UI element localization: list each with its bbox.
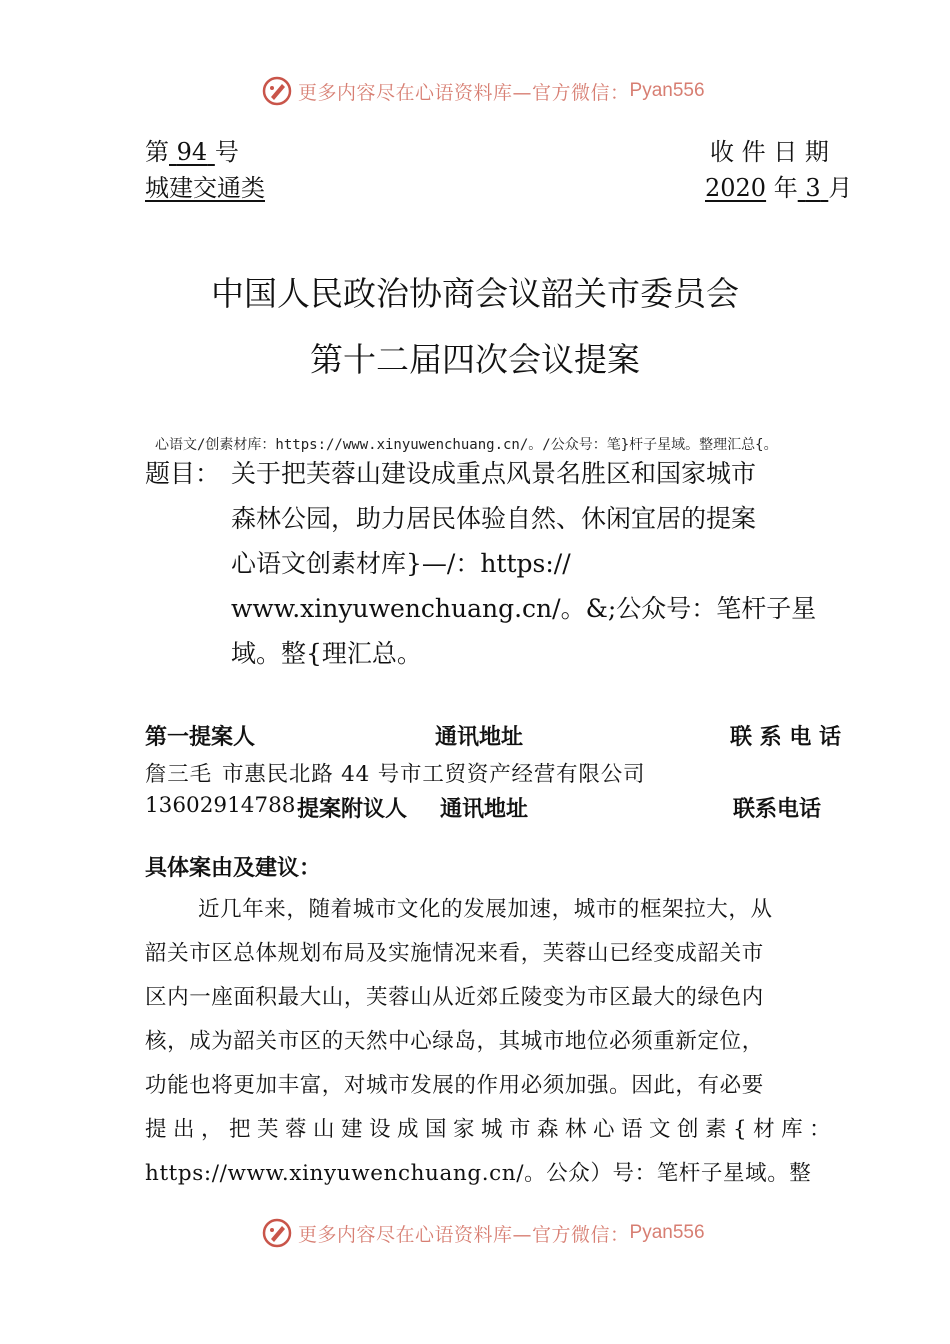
banner-wechat-id: Pyan556 — [629, 80, 705, 101]
subject-line-2: 森林公园，助力居民体验自然、休闲宜居的提案 — [231, 504, 757, 533]
subject-label: 题目： — [145, 459, 221, 488]
phone-header: 联 系 电 话 — [730, 725, 841, 750]
body-line: https://www.xinyuwenchuang.cn/。公众）号：笔杆子星域。整 — [145, 1161, 812, 1186]
proposer-phone: 13602914788 — [145, 793, 296, 818]
body-line: 提出，把芙蓉山建设成国家城市森林心语文创素{材库： — [145, 1117, 838, 1142]
cosigner-address-header: 通讯地址 — [440, 797, 529, 822]
receipt-date-label: 收 件 日 期 — [710, 138, 829, 166]
proposer-name: 詹三毛 — [145, 762, 212, 787]
cosigner-header: 提案附议人 — [297, 797, 408, 822]
category: 城建交通类 — [145, 174, 265, 202]
subject-line-1: 关于把芙蓉山建设成重点风景名胜区和国家城市 — [231, 459, 757, 488]
pen-logo-icon — [262, 1218, 292, 1248]
subject-line-3: 心语文创素材库}—/：https:// — [231, 549, 571, 578]
body-line: 核，成为韶关市区的天然中心绿岛，其城市地位必须重新定位， — [145, 1029, 764, 1054]
page-title-line1: 中国人民政治协商会议韶关市委员会 — [211, 274, 739, 313]
watermark-banner-bottom — [262, 1218, 705, 1248]
pen-logo-icon — [262, 76, 292, 106]
banner-wechat-id: Pyan556 — [629, 1222, 705, 1243]
proposal-number: 第 94 号 — [145, 138, 239, 166]
body-line: 近几年来，随着城市文化的发展加速，城市的框架拉大，从 — [198, 897, 773, 922]
body-line: 功能也将更加丰富，对城市发展的作用必须加强。因此，有必要 — [145, 1073, 764, 1098]
banner-text: 更多内容尽在心语资料库—官方微信： — [298, 81, 630, 104]
first-proposer-header: 第一提案人 — [145, 725, 256, 750]
receipt-date: 2020 年 3 月 — [705, 174, 853, 202]
source-note: 心语文/创素材库：https://www.xinyuwenchuang.cn/。/公众号：笔}杆子星域。整理汇总{。 — [155, 437, 778, 453]
body-heading: 具体案由及建议： — [145, 856, 322, 881]
address-header: 通讯地址 — [435, 725, 524, 750]
body-line: 区内一座面积最大山，芙蓉山从近郊丘陵变为市区最大的绿色内 — [145, 985, 764, 1010]
subject-line-5: 域。整{理汇总。 — [231, 639, 422, 668]
subject-line-4: www.xinyuwenchuang.cn/。&;公众号：笔杆子星 — [231, 594, 817, 623]
proposer-address: 市惠民北路 44 号市工贸资产经营有限公司 — [222, 762, 646, 787]
cosigner-phone-header: 联系电话 — [733, 797, 822, 822]
body-line: 韶关市区总体规划布局及实施情况来看，芙蓉山已经变成韶关市 — [145, 941, 764, 966]
page-title-line2: 第十二届四次会议提案 — [310, 340, 640, 379]
watermark-banner-top — [262, 76, 705, 106]
proposal-number-value: 94 — [176, 138, 208, 166]
banner-text: 更多内容尽在心语资料库—官方微信： — [298, 1223, 630, 1246]
